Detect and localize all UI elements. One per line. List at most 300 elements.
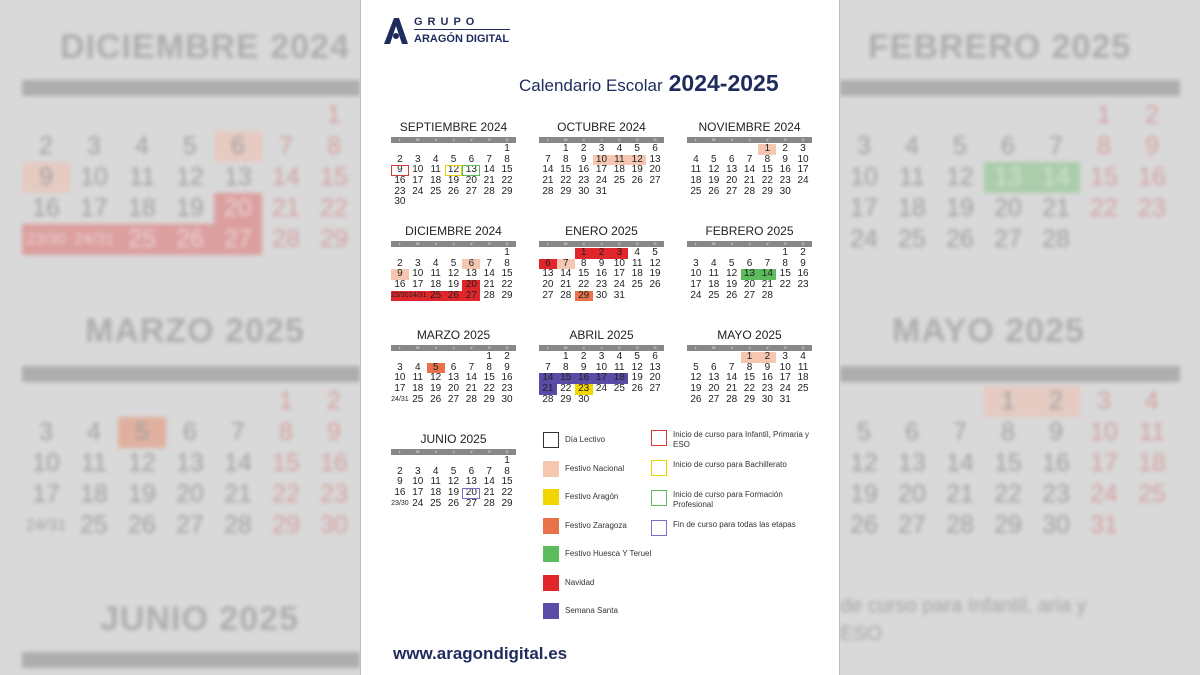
day-cell: 11	[412, 372, 423, 384]
bg-day: 24	[850, 225, 878, 253]
weekday-letter: J	[452, 345, 455, 350]
day-cell: 9	[782, 153, 788, 165]
bg-day: 9	[22, 162, 70, 193]
day-cell: 24/31	[409, 291, 427, 302]
day-cell: 8	[504, 153, 510, 165]
day-cell: 4	[616, 143, 623, 154]
bg-day: 15	[1090, 163, 1118, 191]
day-cell: 9	[580, 153, 587, 165]
bg-day: 9	[1049, 418, 1063, 446]
legend-swatch	[543, 546, 559, 562]
day-cell: 16	[575, 373, 593, 384]
month-name: MAYO 2025	[717, 328, 782, 342]
day-cell: 5	[634, 351, 640, 362]
weekday-letter: L	[546, 345, 550, 350]
bg-day: 14	[946, 449, 974, 477]
bg-day: 24/31	[70, 224, 118, 255]
bg-day: 13	[224, 163, 252, 191]
day-cell: 25	[613, 383, 625, 395]
day-cell: 29	[501, 289, 513, 301]
day-cell: 4	[616, 351, 623, 362]
legend-item	[543, 489, 618, 505]
day-cell: 30	[761, 393, 773, 405]
day-cell: 5	[634, 143, 640, 154]
day-cell: 24	[797, 175, 809, 187]
day-cell: 26	[708, 185, 720, 197]
weekday-letter: X	[730, 345, 733, 350]
day-cell: 19	[430, 383, 442, 395]
bg-day: 27	[898, 511, 926, 539]
day-cell: 23/30	[391, 499, 409, 507]
bg-day: 15	[272, 449, 300, 477]
day-cell: 6	[728, 153, 735, 165]
day-cell: 25	[412, 393, 424, 405]
day-cell: 18	[610, 373, 628, 384]
weekday-letter: V	[766, 241, 769, 246]
legend-swatch	[651, 490, 667, 506]
day-cell: 15	[743, 372, 756, 384]
day-cell: 12	[430, 372, 442, 384]
day-cell: 27	[726, 185, 738, 197]
weekday-header	[391, 137, 516, 143]
bg-day: 8	[327, 132, 341, 160]
bg-day: 12	[128, 449, 156, 477]
legend-label: Festivo Aragón	[565, 492, 619, 501]
weekday-letter: J	[600, 137, 603, 142]
bg-day: 29	[272, 511, 300, 539]
day-cell: 21	[483, 175, 495, 187]
day-cell: 6	[468, 153, 475, 165]
day-cell: 12	[628, 155, 646, 166]
day-cell: 14	[539, 373, 557, 384]
bg-day: 19	[850, 480, 878, 508]
bg-day: 10	[850, 163, 878, 191]
bg-day: 22	[994, 480, 1022, 508]
day-cell: 4	[634, 247, 640, 258]
day-cell: 3	[693, 257, 699, 269]
day-cell: 11	[632, 257, 643, 269]
day-cell: 13	[708, 372, 720, 384]
bg-day: 12	[176, 163, 204, 191]
weekday-letter: M	[564, 137, 568, 142]
day-grid	[391, 456, 516, 509]
weekday-letter: L	[546, 137, 550, 142]
day-cell: 26	[447, 185, 460, 197]
day-cell: 28	[542, 185, 554, 197]
day-cell: 1	[504, 143, 510, 154]
day-cell: 21	[539, 384, 557, 395]
legend-label: Fin de curso para todas las etapas	[673, 520, 796, 529]
day-cell: 8	[562, 153, 569, 165]
month-8	[687, 328, 812, 405]
bg-day: 23	[1138, 194, 1166, 222]
bg-day: 27	[994, 225, 1022, 253]
weekday-letter: V	[618, 241, 621, 246]
bg-day: 29	[320, 225, 348, 253]
day-cell: 7	[557, 259, 575, 270]
day-cell: 3	[610, 248, 628, 259]
day-cell: 1	[575, 248, 593, 259]
bg-title-mayo: MAYO 2025	[892, 312, 1085, 350]
day-cell: 13	[462, 165, 480, 176]
bg-day: 21	[224, 480, 252, 508]
background-left	[0, 0, 360, 675]
day-cell: 1	[758, 144, 776, 155]
bg-day: 1	[327, 101, 341, 129]
day-cell: 18	[412, 383, 424, 395]
day-cell: 13	[465, 268, 477, 280]
day-cell: 22	[501, 175, 513, 187]
weekday-letter: V	[618, 345, 621, 350]
brand-name: ARAGÓN DIGITAL	[414, 33, 510, 45]
day-cell: 10	[595, 361, 608, 373]
day-cell: 22	[743, 383, 756, 395]
day-cell: 7	[764, 257, 771, 269]
day-cell: 25	[690, 185, 702, 197]
legend-item	[651, 430, 816, 450]
day-cell: 13	[447, 372, 460, 384]
day-cell: 9	[764, 361, 771, 373]
day-cell: 21	[560, 279, 572, 291]
weekday-letter: D	[505, 137, 509, 142]
day-cell: 25	[797, 383, 809, 395]
day-cell: 7	[545, 153, 551, 165]
day-cell: 31	[595, 185, 608, 197]
bg-day: 7	[279, 132, 293, 160]
weekday-letter: V	[470, 241, 473, 246]
day-grid	[391, 352, 516, 405]
day-cell: 21	[483, 279, 495, 291]
day-cell: 9	[391, 165, 409, 176]
day-cell: 20	[708, 383, 720, 395]
weekday-letter: M	[712, 241, 716, 246]
bg-day: 17	[32, 480, 60, 508]
weekday-letter: J	[452, 137, 455, 142]
bg-day: 25	[898, 225, 926, 253]
day-cell: 23	[394, 185, 406, 197]
day-cell: 13	[741, 269, 759, 280]
day-grid	[687, 352, 812, 405]
day-cell: 22	[483, 383, 495, 395]
day-cell: 28	[542, 393, 554, 405]
bg-day: 26	[946, 225, 974, 253]
day-cell: 28	[465, 393, 477, 405]
day-cell: 5	[450, 257, 457, 269]
day-cell: 20	[726, 175, 738, 187]
day-cell: 27	[462, 291, 480, 302]
day-cell: 30	[501, 393, 513, 405]
legend-swatch	[543, 518, 559, 534]
day-cell: 2	[580, 143, 587, 154]
day-cell: 19	[447, 175, 460, 187]
day-cell: 29	[560, 185, 572, 197]
day-cell: 21	[483, 487, 495, 499]
bg-day: 5	[953, 132, 967, 160]
weekday-letter: S	[487, 345, 491, 350]
bg-day: 5	[183, 132, 197, 160]
weekday-letter: J	[748, 345, 751, 350]
bg-day: 1	[1097, 101, 1111, 129]
weekday-header	[391, 449, 516, 455]
weekday-letter: V	[618, 137, 621, 142]
legend-label: Inicio de curso para Infantil, Primaria y ESO	[673, 430, 810, 449]
bg-day: 16	[1138, 163, 1166, 191]
day-cell: 23	[797, 279, 809, 291]
bg-day: 14	[1032, 162, 1080, 193]
day-cell: 4	[432, 465, 439, 477]
legend-label: Navidad	[565, 577, 595, 587]
day-cell: 19	[447, 279, 460, 291]
day-cell: 11	[610, 155, 628, 166]
day-cell: 13	[542, 268, 554, 280]
day-cell: 11	[690, 164, 702, 176]
bg-day: 22	[1090, 194, 1118, 222]
day-cell: 17	[394, 383, 406, 395]
day-cell: 13	[465, 476, 477, 488]
bg-day: 23	[320, 480, 348, 508]
month-name: NOVIEMBRE 2024	[698, 120, 801, 134]
day-cell: 17	[613, 268, 625, 280]
day-cell: 10	[779, 361, 791, 373]
weekday-letter: M	[564, 241, 568, 246]
day-cell: 1	[486, 351, 492, 362]
bg-day: 24	[1090, 480, 1118, 508]
weekday-letter: S	[783, 137, 787, 142]
weekday-letter: X	[582, 241, 585, 246]
day-cell: 29	[761, 185, 773, 197]
bg-day: 14	[272, 163, 300, 191]
day-cell: 6	[652, 143, 658, 154]
bg-weekday-bar	[22, 652, 360, 668]
month-0	[391, 120, 516, 208]
day-cell: 23	[595, 279, 608, 291]
day-cell: 9	[391, 269, 409, 280]
bg-day: 4	[905, 132, 919, 160]
weekday-letter: J	[452, 241, 455, 246]
bg-day: 19	[128, 480, 156, 508]
weekday-letter: X	[730, 241, 733, 246]
day-cell: 14	[483, 268, 495, 280]
day-cell: 16	[595, 268, 608, 280]
day-cell: 8	[764, 153, 771, 165]
day-cell: 6	[462, 259, 480, 270]
month-name: DICIEMBRE 2024	[405, 224, 502, 238]
bg-weekday-bar	[840, 80, 1180, 96]
day-cell: 24/31	[391, 395, 409, 403]
day-cell: 18	[708, 279, 720, 291]
day-cell: 19	[690, 383, 702, 395]
day-cell: 15	[483, 372, 495, 384]
day-cell: 14	[483, 476, 495, 488]
footer-url[interactable]: www.aragondigital.es	[393, 644, 568, 663]
day-cell: 4	[414, 361, 421, 373]
day-cell: 31	[613, 289, 625, 301]
legend-item	[543, 546, 651, 562]
day-cell: 24	[779, 383, 791, 395]
day-cell: 28	[743, 185, 756, 197]
day-cell: 8	[782, 257, 788, 269]
day-cell: 5	[427, 363, 445, 374]
bg-day: 30	[1042, 511, 1070, 539]
weekday-letter: J	[748, 137, 751, 142]
weekday-letter: D	[653, 241, 657, 246]
bg-weekday-bar	[22, 80, 360, 96]
day-cell: 7	[486, 257, 492, 269]
day-cell: 22	[501, 487, 513, 499]
day-grid	[687, 248, 812, 301]
day-cell: 20	[462, 488, 480, 499]
legend-item	[543, 432, 605, 448]
legend-item	[543, 603, 618, 619]
day-cell: 20	[462, 280, 480, 291]
bg-day: 25	[118, 224, 166, 255]
bg-day: 4	[135, 132, 149, 160]
day-cell: 11	[797, 361, 809, 373]
day-cell: 28	[483, 497, 495, 509]
day-cell: 4	[432, 257, 439, 269]
bg-title-febrero: FEBRERO 2025	[868, 28, 1132, 66]
day-cell: 14	[758, 269, 776, 280]
bg-day: 16	[320, 449, 348, 477]
legend-item	[543, 575, 594, 591]
day-cell: 22	[560, 383, 572, 395]
bg-day: 29	[994, 511, 1022, 539]
day-cell: 19	[649, 268, 661, 280]
day-grid	[539, 352, 664, 405]
day-cell: 28	[560, 289, 572, 301]
weekday-letter: D	[505, 449, 509, 454]
day-cell: 30	[578, 185, 590, 197]
day-cell: 17	[412, 487, 424, 499]
day-cell: 1	[562, 351, 569, 362]
day-cell: 17	[797, 164, 809, 176]
day-cell: 20	[465, 175, 477, 187]
weekday-letter: S	[635, 345, 639, 350]
day-cell: 3	[414, 257, 421, 269]
day-cell: 19	[726, 279, 738, 291]
bg-day: 28	[224, 511, 252, 539]
weekday-letter: D	[653, 345, 657, 350]
day-cell: 27	[649, 383, 661, 395]
day-cell: 22	[578, 279, 590, 291]
bg-day: 21	[272, 194, 300, 222]
day-cell: 2	[593, 248, 611, 259]
day-cell: 3	[782, 351, 788, 362]
day-cell: 15	[779, 268, 791, 280]
day-cell: 29	[483, 393, 495, 405]
day-cell: 10	[412, 476, 424, 488]
weekday-letter: M	[416, 449, 420, 454]
legend-label: Semana Santa	[565, 606, 618, 615]
legend-swatch	[651, 460, 667, 476]
weekday-letter: M	[416, 137, 420, 142]
bg-day: 18	[1138, 449, 1166, 477]
day-cell: 17	[690, 279, 702, 291]
day-cell: 20	[649, 164, 661, 176]
day-cell: 28	[483, 289, 495, 301]
bg-day: 13	[984, 162, 1032, 193]
weekday-letter: M	[712, 137, 716, 142]
legend-swatch	[543, 575, 559, 591]
weekday-letter: D	[801, 137, 805, 142]
day-cell: 2	[397, 465, 403, 477]
bg-title-junio: JUNIO 2025	[100, 600, 299, 638]
legend-item	[651, 460, 816, 476]
day-cell: 23	[779, 175, 791, 187]
day-cell: 18	[690, 175, 702, 187]
day-cell: 5	[710, 153, 717, 165]
day-cell: 16	[501, 372, 513, 384]
legend-swatch	[543, 461, 559, 477]
bg-day: 25	[1138, 480, 1166, 508]
bg-day: 14	[224, 449, 252, 477]
day-cell: 2	[397, 257, 403, 269]
day-cell: 24	[595, 383, 608, 395]
day-cell: 25	[708, 289, 720, 301]
weekday-letter: M	[416, 241, 420, 246]
weekday-letter: L	[546, 241, 550, 246]
bg-day: 21	[1042, 194, 1070, 222]
day-cell: 1	[782, 247, 788, 258]
day-cell: 17	[779, 372, 791, 384]
weekday-letter: X	[730, 137, 733, 142]
logo-mark-icon	[382, 16, 410, 46]
day-cell: 9	[504, 361, 510, 373]
weekday-header	[391, 345, 516, 351]
day-cell: 5	[450, 153, 457, 165]
legend-swatch	[543, 603, 559, 619]
bg-day: 4	[87, 418, 101, 446]
weekday-letter: X	[434, 137, 437, 142]
day-cell: 4	[800, 351, 806, 362]
weekday-letter: L	[398, 137, 402, 142]
title-text: Calendario Escolar	[519, 76, 663, 95]
day-cell: 9	[598, 257, 605, 269]
day-cell: 30	[595, 289, 608, 301]
day-cell: 27	[447, 393, 460, 405]
day-cell: 7	[468, 361, 475, 373]
weekday-letter: D	[801, 345, 805, 350]
month-name: SEPTIEMBRE 2024	[399, 120, 508, 134]
day-cell: 1	[504, 455, 510, 466]
day-cell: 18	[430, 487, 442, 499]
legend-item	[651, 490, 816, 510]
day-cell: 28	[726, 393, 738, 405]
weekday-letter: V	[766, 345, 769, 350]
legend-label: Festivo Zaragoza	[565, 520, 627, 530]
brand-top: GRUPO	[414, 16, 480, 28]
day-cell: 6	[652, 351, 658, 362]
legend-swatch	[651, 430, 667, 446]
bg-day: 9	[1145, 132, 1159, 160]
bg-grid-febrero	[840, 100, 1176, 255]
day-cell: 26	[649, 279, 661, 291]
day-cell: 16	[761, 372, 773, 384]
day-cell: 21	[743, 175, 756, 187]
day-cell: 18	[613, 164, 625, 176]
day-cell: 26	[445, 291, 463, 302]
day-cell: 24	[690, 289, 702, 301]
day-cell: 7	[746, 153, 753, 165]
day-cell: 16	[797, 268, 809, 280]
day-cell: 23	[501, 383, 513, 395]
day-cell: 15	[578, 268, 590, 280]
day-cell: 22	[779, 279, 791, 291]
day-cell: 26	[447, 497, 460, 509]
weekday-letter: L	[694, 241, 698, 246]
bg-day: 26	[128, 511, 156, 539]
month-3	[391, 224, 516, 301]
